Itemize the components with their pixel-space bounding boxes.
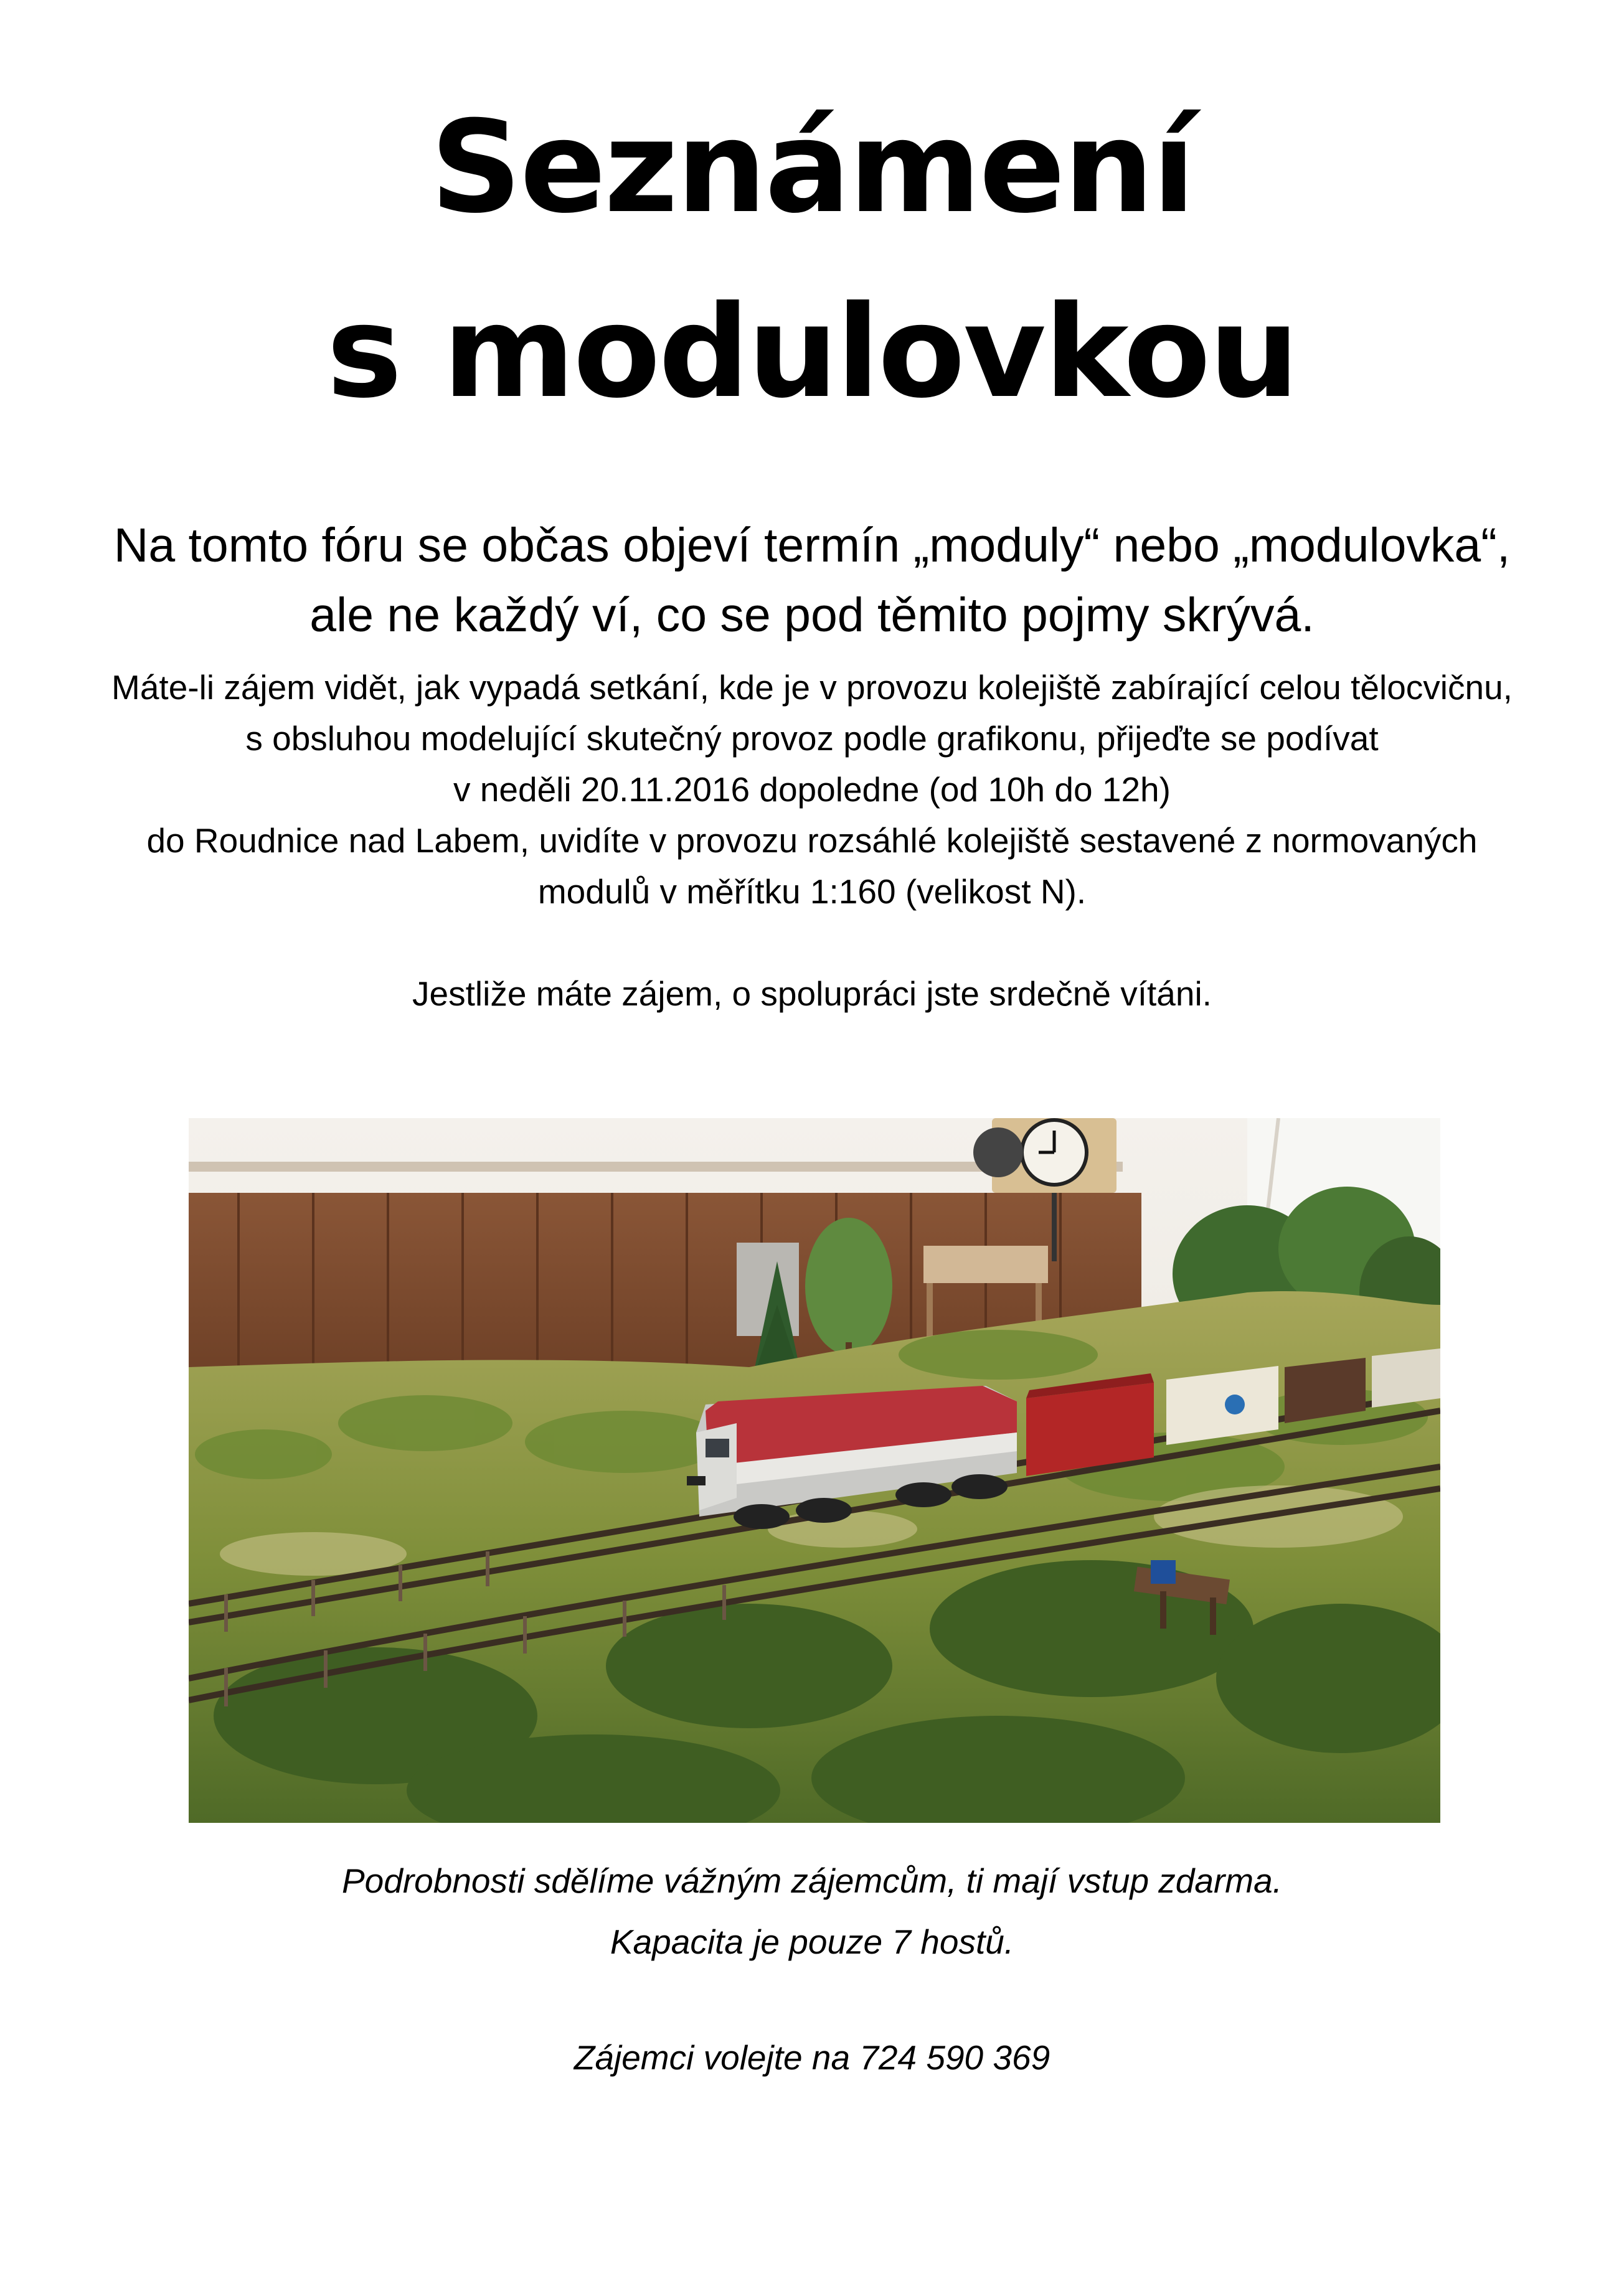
footer-line-2-capacity: Kapacita je pouze 7 hostů. bbox=[610, 1922, 1014, 1961]
details-line-1: Máte-li zájem vidět, jak vypadá setkání, kde je v provozu kolejiště zabírající celou tělocvičnu, bbox=[111, 668, 1513, 707]
details-line-2: s obsluhou modelující skutečný provoz podle grafikonu, přijeďte se podívat bbox=[245, 719, 1379, 758]
invitation-text: Jestliže máte zájem, o spolupráci jste srdečně vítáni. bbox=[412, 974, 1212, 1013]
details-line-4: do Roudnice nad Labem, uvidíte v provozu rozsáhlé kolejiště sestavené z normovaných bbox=[146, 821, 1478, 860]
intro-line-1: Na tomto fóru se občas objeví termín „moduly“ nebo „modulovka“, bbox=[113, 519, 1511, 572]
model-railway-photo bbox=[189, 1118, 1440, 1823]
poster-title-line-1: Seznámení bbox=[430, 94, 1194, 242]
details-line-3-date: v neděli 20.11.2016 dopoledne (od 10h do 12h) bbox=[453, 770, 1171, 809]
footer-line-1: Podrobnosti sdělíme vážným zájemcům, ti mají vstup zdarma. bbox=[341, 1861, 1282, 1900]
intro-line-2: ale ne každý ví, co se pod těmito pojmy skrývá. bbox=[309, 588, 1315, 642]
details-line-5: modulů v měřítku 1:160 (velikost N). bbox=[537, 872, 1087, 911]
footer-line-3-phone: Zájemci volejte na 724 590 369 bbox=[574, 2038, 1050, 2077]
poster-title-line-2: s modulovkou bbox=[326, 279, 1298, 426]
